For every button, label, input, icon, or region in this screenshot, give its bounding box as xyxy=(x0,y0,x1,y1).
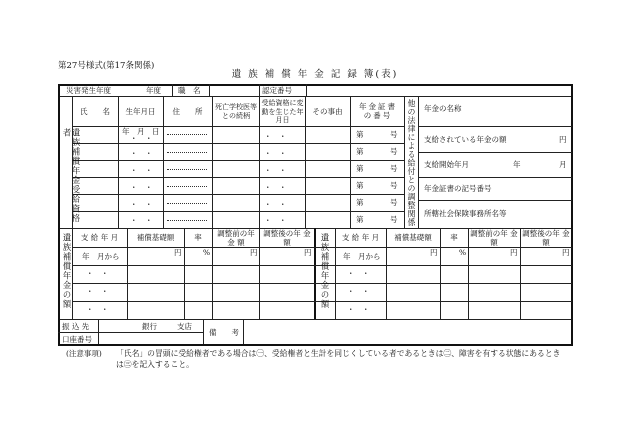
col-birth: 生年月日 xyxy=(125,107,156,116)
birth-dots: ・ ・ xyxy=(130,149,153,158)
notes-label: (注意事項) xyxy=(66,349,102,358)
birth-dots: ・ ・ xyxy=(130,216,153,225)
amount-paid-yen: 円 xyxy=(559,135,567,144)
cert-no-label: 認定番号 xyxy=(262,86,292,95)
base-yen: 円 xyxy=(174,248,182,257)
col-cert: 年金証書の番号 xyxy=(359,102,397,120)
birth-dots: ・ ・ xyxy=(130,134,153,143)
office-label: 所轄社会保険事務所名等 xyxy=(424,209,507,218)
col-before-right: 調整前の年 金 額 xyxy=(470,229,518,247)
start-year: 年 xyxy=(513,160,521,169)
change-dots: ・ ・ xyxy=(264,183,287,192)
base-yen-right: 円 xyxy=(430,248,438,257)
col-name: 氏 名 xyxy=(80,107,110,116)
pension-side-label-left: 遺族補償年金の額 xyxy=(61,233,71,309)
birth-dots: ・ ・ xyxy=(130,200,153,209)
col-address: 住 所 xyxy=(172,107,203,116)
job-label: 職 名 xyxy=(178,86,201,95)
before-yen-right: 円 xyxy=(510,248,518,257)
col-rate-right: 率 xyxy=(450,233,458,242)
cert-go: 号 xyxy=(390,130,398,139)
month-dots: ・ ・ xyxy=(86,287,109,296)
pension-side-label-right: 遺族補償年金の額 xyxy=(319,233,329,309)
col-base: 補償基礎額 xyxy=(136,233,175,242)
account-label: 口座番号 xyxy=(62,335,92,344)
col-before: 調整前の年 金 額 xyxy=(217,229,255,247)
change-dots: ・ ・ xyxy=(264,132,287,141)
month-dots-right: ・ ・ xyxy=(347,305,370,314)
cert-dai: 第 xyxy=(356,130,364,139)
col-reason: その事由 xyxy=(312,107,343,116)
month-dots-right: ・ ・ xyxy=(347,269,370,278)
after-yen: 円 xyxy=(304,248,312,257)
cert-go: 号 xyxy=(390,181,398,190)
after-yen-right: 円 xyxy=(562,248,570,257)
col-after-right: 調整後の年 金 額 xyxy=(522,229,570,247)
cert-go: 号 xyxy=(390,215,398,224)
before-yen: 円 xyxy=(250,248,258,257)
month-dots: ・ ・ xyxy=(86,305,109,314)
amount-paid-label: 支給されている年金の額 xyxy=(424,135,507,144)
address-dotted-line xyxy=(167,152,207,153)
bank-label: 銀行 xyxy=(142,322,157,331)
cert-dai: 第 xyxy=(356,198,364,207)
form-title: 遺 族 補 償 年 金 記 録 簿(表) xyxy=(231,69,399,80)
notes-line-1: 「氏名」の冒頭に受給権者である場合は㊀、受給権者と生計を同じくしている者であるときは㊁、障害を有する状態にあるとき xyxy=(116,349,561,358)
birth-dots: ・ ・ xyxy=(130,166,153,175)
cert-dai: 第 xyxy=(356,147,364,156)
cert-go: 号 xyxy=(390,147,398,156)
rate-pct: % xyxy=(203,248,211,257)
cert-code-label: 年金証書の記号番号 xyxy=(424,184,492,193)
transfer-label: 振 込 先 xyxy=(62,322,90,331)
rate-pct-right: % xyxy=(459,248,467,257)
col-rate: 率 xyxy=(194,233,202,242)
disaster-date-label: 災害発生年度 xyxy=(66,86,111,95)
remarks-label: 備 考 xyxy=(209,328,239,337)
col-change: 受給資格に変動を生じた年月日 xyxy=(261,99,304,124)
cert-dai: 第 xyxy=(356,215,364,224)
col-school: 死亡学校医等との続柄 xyxy=(215,103,257,120)
col-after: 調整後の年 金 額 xyxy=(263,229,311,247)
notes-line-2: は㊂を記入すること。 xyxy=(116,360,194,369)
col-base-right: 補償基礎額 xyxy=(394,233,432,242)
recipients-side-label: 遺族補償年金受給資格者 xyxy=(61,128,80,223)
birth-ymd: 年 月 日 xyxy=(122,127,160,136)
other-law-side-label: 他の法律による給付との調整関係 xyxy=(407,99,416,227)
from-month: 年 月から xyxy=(82,252,120,261)
address-dotted-line xyxy=(167,186,207,187)
form-number: 第27号様式(第17条関係) xyxy=(58,61,155,71)
from-month-right: 年 月から xyxy=(343,252,381,261)
col-month-right: 支 給 年 月 xyxy=(341,233,380,242)
address-dotted-line xyxy=(167,220,207,221)
start-label: 支給開始年月 xyxy=(424,160,469,169)
change-dots: ・ ・ xyxy=(264,216,287,225)
birth-dots: ・ ・ xyxy=(130,183,153,192)
address-dotted-line xyxy=(167,169,207,170)
month-dots: ・ ・ xyxy=(86,269,109,278)
cert-go: 号 xyxy=(390,198,398,207)
col-month: 支 給 年 月 xyxy=(80,233,119,242)
change-dots: ・ ・ xyxy=(264,149,287,158)
address-dotted-line xyxy=(167,203,207,204)
address-dotted-line xyxy=(167,134,207,135)
branch-label: 支店 xyxy=(177,322,192,331)
year-label: 年度 xyxy=(146,86,161,95)
month-dots-right: ・ ・ xyxy=(347,287,370,296)
change-dots: ・ ・ xyxy=(264,166,287,175)
start-month: 月 xyxy=(559,160,567,169)
cert-dai: 第 xyxy=(356,164,364,173)
cert-go: 号 xyxy=(390,164,398,173)
pension-name-label: 年金の名称 xyxy=(424,104,462,113)
change-dots: ・ ・ xyxy=(264,200,287,209)
cert-dai: 第 xyxy=(356,181,364,190)
